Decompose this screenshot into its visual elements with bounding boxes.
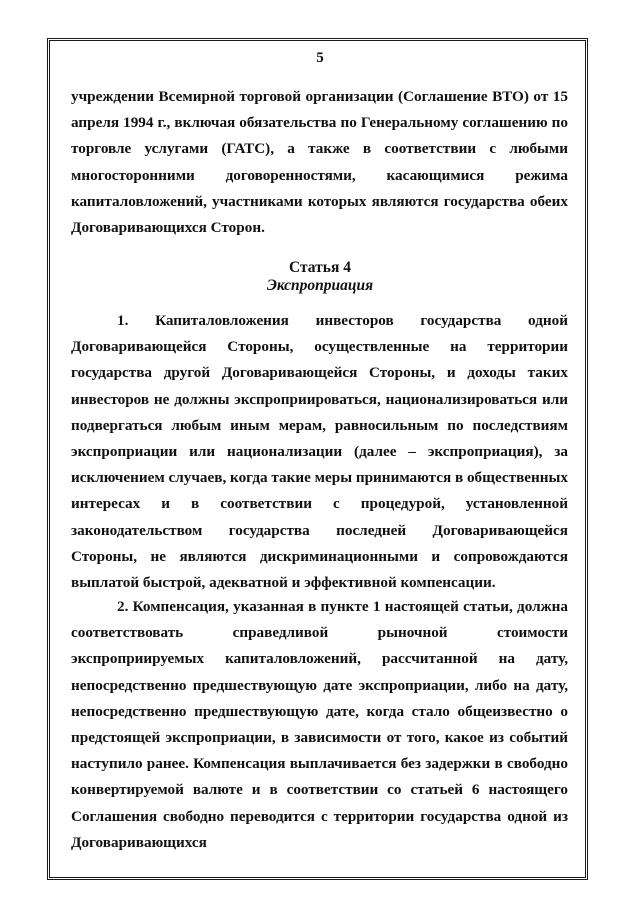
article-title: Экспроприация [266, 277, 374, 294]
paragraph-text: 1. Капиталовложения инвесторов государства одной Договаривающейся Стороны, осуществленные на территории государства другой Договаривающейся Стороны, и доходы таких инвесторов не должны экспроприироваться, национализироваться или подвергаться любым иным мерам, равносильным по последствиям экспроприации или национализации (далее – экспроприация), за исключением случаев, когда такие меры принимаются в общественных интересах и в соответствии с процедурой, установленной законодательством государства последней Договаривающейся Стороны, не являются дискриминационными и сопровождаются выплатой быстрой, адекватной и эффективной компенсации. [71, 312, 568, 592]
intro-text: учреждении Всемирной торговой организации (Соглашение ВТО) от 15 апреля 1994 г., включая обязательства по Генеральному соглашению по торговле услугами (ГАТС), а также в соответствии с любыми многосторонними договоренностями, касающимися режима капиталовложений, участниками которых являются государства обеих Договаривающихся Сторон. [71, 88, 568, 237]
article-paragraph-1 [71, 308, 568, 596]
intro-paragraph [71, 84, 568, 241]
article-number: Статья 4 [289, 259, 351, 276]
page-number: 5 [316, 50, 324, 66]
paragraph-text: 2. Компенсация, указанная в пункте 1 настоящей статьи, должна соответствовать справедливой рыночной стоимости экспроприируемых капиталовложений, рассчитанной на дату, непосредственно предшествующую дате экспроприации, либо на дату, непосредственно предшествующую дате, когда стало общеизвестно о предстоящей экспроприации, в зависимости от того, какое из событий наступило ранее. Компенсация выплачивается без задержки в свободно конвертируемой валюте и в соответствии со статьей 6 настоящего Соглашения свободно переводится с территории государства одной из Договаривающихся [71, 598, 568, 851]
article-paragraph-2 [71, 594, 568, 856]
